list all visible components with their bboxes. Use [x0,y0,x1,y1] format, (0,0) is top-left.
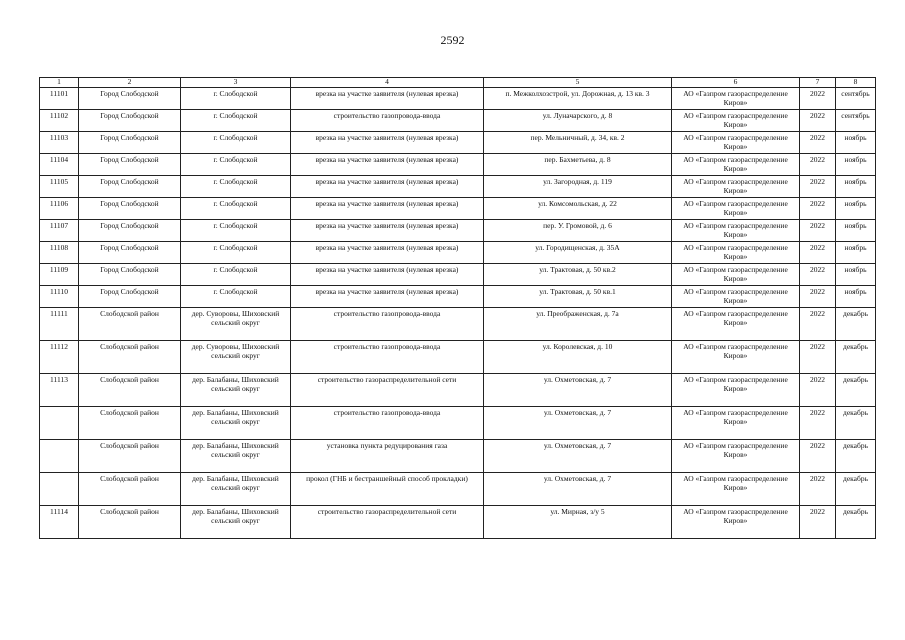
cell-municipality: Город Слободской [79,242,181,264]
cell-address: ул. Трактовая, д. 50 кв.2 [484,264,672,286]
cell-organization: АО «Газпром газораспределение Киров» [672,110,800,132]
cell-work-type: строительство газораспределительной сети [291,374,484,407]
cell-municipality: Город Слободской [79,88,181,110]
table-row [40,220,876,242]
cell-address: ул. Городищенская, д. 35А [484,242,672,264]
cell-settlement: дер. Балабаны, Шиховский сельский округ [181,506,291,539]
cell-work-type: строительство газораспределительной сети [291,506,484,539]
cell-organization: АО «Газпром газораспределение Киров» [672,220,800,242]
column-header: 8 [836,78,876,88]
cell-organization: АО «Газпром газораспределение Киров» [672,374,800,407]
cell-address: ул. Охметовская, д. 7 [484,374,672,407]
cell-work-type: врезка на участке заявителя (нулевая врезка) [291,286,484,308]
cell-number: 11109 [40,264,79,286]
cell-work-type: врезка на участке заявителя (нулевая врезка) [291,242,484,264]
cell-municipality: Слободской район [79,341,181,374]
cell-settlement: г. Слободской [181,88,291,110]
cell-year: 2022 [800,407,836,440]
cell-month: ноябрь [836,286,876,308]
cell-municipality: Слободской район [79,473,181,506]
cell-organization: АО «Газпром газораспределение Киров» [672,473,800,506]
cell-settlement: г. Слободской [181,242,291,264]
cell-number: 11103 [40,132,79,154]
column-header: 3 [181,78,291,88]
cell-work-type: строительство газопровода-ввода [291,110,484,132]
cell-month: декабрь [836,308,876,341]
table-body [40,88,876,539]
cell-settlement: г. Слободской [181,286,291,308]
table-row [40,440,876,473]
cell-month: декабрь [836,374,876,407]
cell-number: 11106 [40,198,79,220]
cell-organization: АО «Газпром газораспределение Киров» [672,176,800,198]
cell-year: 2022 [800,154,836,176]
cell-address: пер. У. Громовой, д. 6 [484,220,672,242]
cell-municipality: Слободской район [79,440,181,473]
cell-year: 2022 [800,220,836,242]
cell-work-type: строительство газопровода-ввода [291,407,484,440]
cell-work-type: установка пункта редуцирования газа [291,440,484,473]
cell-address: ул. Загородная, д. 119 [484,176,672,198]
cell-address: ул. Королевская, д. 10 [484,341,672,374]
table-row [40,374,876,407]
cell-organization: АО «Газпром газораспределение Киров» [672,198,800,220]
cell-month: декабрь [836,407,876,440]
cell-settlement: дер. Балабаны, Шиховский сельский округ [181,440,291,473]
cell-year: 2022 [800,341,836,374]
cell-year: 2022 [800,110,836,132]
cell-work-type: врезка на участке заявителя (нулевая врезка) [291,176,484,198]
cell-year: 2022 [800,286,836,308]
cell-month: ноябрь [836,132,876,154]
table-row [40,286,876,308]
cell-address: пер. Мельничный, д. 34, кв. 2 [484,132,672,154]
page-number: 2592 [440,33,465,47]
cell-work-type: строительство газопровода-ввода [291,308,484,341]
cell-work-type: врезка на участке заявителя (нулевая врезка) [291,154,484,176]
table-row [40,198,876,220]
cell-organization: АО «Газпром газораспределение Киров» [672,440,800,473]
table-row [40,88,876,110]
cell-settlement: г. Слободской [181,154,291,176]
cell-settlement: г. Слободской [181,176,291,198]
cell-municipality: Город Слободской [79,110,181,132]
cell-settlement: дер. Суворовы, Шиховский сельский округ [181,308,291,341]
cell-address: ул. Комсомольская, д. 22 [484,198,672,220]
cell-municipality: Слободской район [79,407,181,440]
cell-month: декабрь [836,506,876,539]
table-row [40,176,876,198]
cell-year: 2022 [800,308,836,341]
cell-month: декабрь [836,473,876,506]
cell-number [40,407,79,440]
column-header: 7 [800,78,836,88]
cell-year: 2022 [800,374,836,407]
table-row [40,308,876,341]
cell-month: ноябрь [836,198,876,220]
column-header: 2 [79,78,181,88]
cell-municipality: Город Слободской [79,220,181,242]
cell-address: ул. Мирная, з/у 5 [484,506,672,539]
cell-organization: АО «Газпром газораспределение Киров» [672,506,800,539]
cell-settlement: г. Слободской [181,110,291,132]
table-row [40,506,876,539]
cell-month: ноябрь [836,154,876,176]
cell-number [40,473,79,506]
cell-work-type: врезка на участке заявителя (нулевая врезка) [291,198,484,220]
cell-address: ул. Охметовская, д. 7 [484,407,672,440]
cell-municipality: Слободской район [79,374,181,407]
cell-month: ноябрь [836,264,876,286]
cell-month: декабрь [836,341,876,374]
cell-work-type: врезка на участке заявителя (нулевая врезка) [291,264,484,286]
cell-address: п. Межколхозстрой, ул. Дорожная, д. 13 кв. 3 [484,88,672,110]
cell-organization: АО «Газпром газораспределение Киров» [672,154,800,176]
cell-settlement: г. Слободской [181,132,291,154]
table-row [40,264,876,286]
cell-work-type: прокол (ГНБ и бестраншейный способ прокладки) [291,473,484,506]
cell-municipality: Город Слободской [79,286,181,308]
cell-settlement: г. Слободской [181,198,291,220]
cell-number: 11102 [40,110,79,132]
cell-organization: АО «Газпром газораспределение Киров» [672,88,800,110]
cell-number [40,440,79,473]
cell-organization: АО «Газпром газораспределение Киров» [672,242,800,264]
cell-month: ноябрь [836,220,876,242]
cell-address: пер. Бахметьева, д. 8 [484,154,672,176]
cell-year: 2022 [800,132,836,154]
column-header: 6 [672,78,800,88]
table-row [40,110,876,132]
cell-number: 11113 [40,374,79,407]
table-row [40,242,876,264]
column-header: 5 [484,78,672,88]
cell-settlement: дер. Балабаны, Шиховский сельский округ [181,473,291,506]
cell-organization: АО «Газпром газораспределение Киров» [672,286,800,308]
cell-organization: АО «Газпром газораспределение Киров» [672,264,800,286]
cell-number: 11114 [40,506,79,539]
cell-work-type: врезка на участке заявителя (нулевая врезка) [291,220,484,242]
cell-settlement: дер. Балабаны, Шиховский сельский округ [181,407,291,440]
table-row [40,154,876,176]
cell-settlement: дер. Балабаны, Шиховский сельский округ [181,374,291,407]
table-header-row [40,78,876,88]
cell-organization: АО «Газпром газораспределение Киров» [672,341,800,374]
cell-year: 2022 [800,506,836,539]
cell-settlement: дер. Суворовы, Шиховский сельский округ [181,341,291,374]
cell-month: сентябрь [836,88,876,110]
cell-address: ул. Охметовская, д. 7 [484,473,672,506]
cell-number: 11101 [40,88,79,110]
cell-month: сентябрь [836,110,876,132]
cell-month: ноябрь [836,176,876,198]
cell-month: декабрь [836,440,876,473]
column-header: 4 [291,78,484,88]
cell-number: 11108 [40,242,79,264]
cell-year: 2022 [800,176,836,198]
cell-month: ноябрь [836,242,876,264]
cell-work-type: врезка на участке заявителя (нулевая врезка) [291,88,484,110]
table-row [40,407,876,440]
table-row [40,473,876,506]
cell-number: 11110 [40,286,79,308]
column-header: 1 [40,78,79,88]
cell-year: 2022 [800,242,836,264]
cell-municipality: Город Слободской [79,176,181,198]
cell-municipality: Слободской район [79,308,181,341]
cell-address: ул. Луначарского, д. 8 [484,110,672,132]
cell-organization: АО «Газпром газораспределение Киров» [672,132,800,154]
cell-number: 11111 [40,308,79,341]
table-row [40,341,876,374]
cell-number: 11107 [40,220,79,242]
cell-year: 2022 [800,88,836,110]
cell-number: 11112 [40,341,79,374]
cell-year: 2022 [800,473,836,506]
cell-municipality: Город Слободской [79,132,181,154]
cell-work-type: строительство газопровода-ввода [291,341,484,374]
cell-year: 2022 [800,198,836,220]
cell-year: 2022 [800,264,836,286]
cell-municipality: Город Слободской [79,198,181,220]
cell-address: ул. Трактовая, д. 50 кв.1 [484,286,672,308]
cell-number: 11104 [40,154,79,176]
cell-municipality: Город Слободской [79,154,181,176]
cell-organization: АО «Газпром газораспределение Киров» [672,308,800,341]
cell-address: ул. Охметовская, д. 7 [484,440,672,473]
cell-municipality: Слободской район [79,506,181,539]
cell-settlement: г. Слободской [181,264,291,286]
cell-municipality: Город Слободской [79,264,181,286]
cell-settlement: г. Слободской [181,220,291,242]
cell-address: ул. Преображенская, д. 7а [484,308,672,341]
cell-work-type: врезка на участке заявителя (нулевая врезка) [291,132,484,154]
registry-table [39,77,876,539]
table-row [40,132,876,154]
cell-number: 11105 [40,176,79,198]
cell-year: 2022 [800,440,836,473]
cell-organization: АО «Газпром газораспределение Киров» [672,407,800,440]
